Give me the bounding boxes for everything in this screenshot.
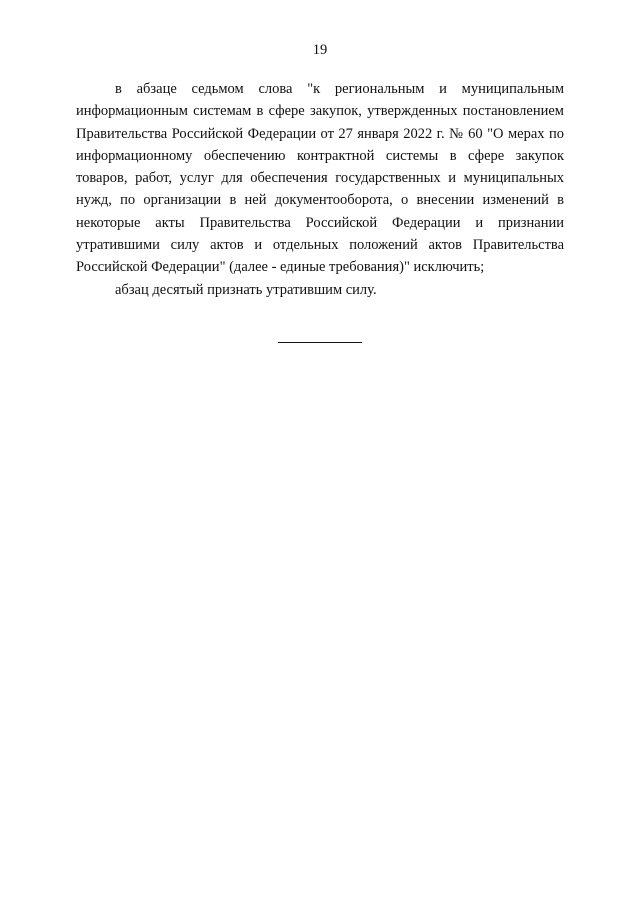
document-body [76,78,564,301]
page-number: 19 [312,42,328,58]
paragraph-amendment-seventh: в абзаце седьмом слова "к региональным и муниципальным информационным системам в сфере закупок, утвержденных постановлением Правительства Российской Федерации от 27 января 2022 г. № 60 "О мерах по информационному обеспечению контрактной системы в сфере закупок товаров, работ, услуг для обеспечения государственных и муниципальных нужд, по организации в ней документооборота, о внесении изменений в некоторые акты Правительства Российской Федерации и признании утратившими силу актов и отдельных положений актов Правительства Российской Федерации" (далее - единые требования)" исключить; [76,81,564,276]
paragraph-amendment-tenth: абзац десятый признать утратившим силу. [115,281,377,298]
end-separator-line [278,342,362,343]
